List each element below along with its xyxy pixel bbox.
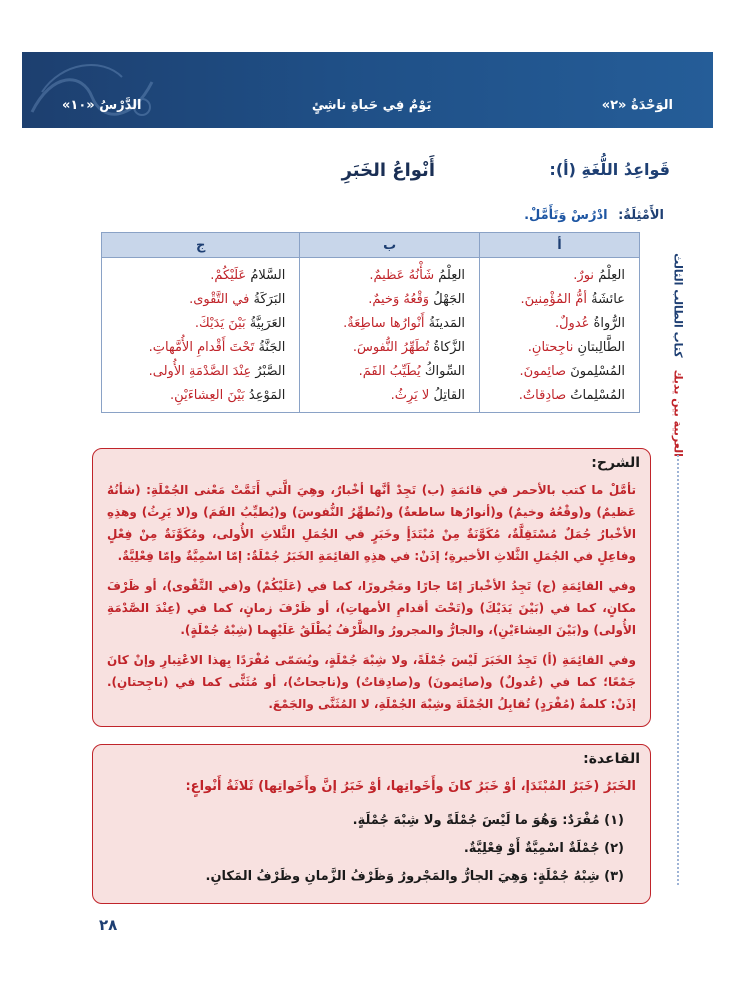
rule-intro: الخَبَرُ (خَبَرُ المُبْتَدَإ، أوْ خَبَرُ كانَ وأَخَواتِها، أوْ خَبَرُ إنَّ وأَخَواتِها) ثَلاثَةُ أَنْواعٍ: — [185, 779, 636, 794]
column-b — [300, 258, 480, 413]
example-row: الطَّالِبتانِ ناجِحتانِ. — [527, 340, 625, 355]
page-number: ٢٨ — [99, 916, 118, 934]
example-row: عائشَةُ أمُّ المُؤْمِنينَ. — [520, 292, 625, 307]
example-row: المَوْعِدُ بَيْنَ العِشاءَيْنِ. — [170, 388, 286, 403]
unit-title: يَوْمٌ فِي حَياةِ ناشِئٍ — [311, 97, 432, 113]
rule-title: القاعدة: — [583, 751, 640, 767]
examples-table — [101, 232, 640, 413]
section-header — [60, 160, 670, 190]
column-header-a: أ — [480, 233, 640, 258]
rule-item: (٢) جُمْلَةٌ اسْمِيَّةٌ أَوْ فِعْلِيَّةٌ. — [463, 841, 624, 856]
rule-item: (١) مُفْرَدٌ: وَهُوَ ما لَيْسَ جُمْلَةً ولا شِبْهَ جُمْلَةٍ. — [352, 813, 624, 828]
example-row: العِلْمُ شَأْنُهُ عَظيمٌ. — [369, 268, 466, 283]
examples-label: الأَمْثِلَةُ: — [618, 208, 664, 223]
side-book-title: العربية بين يديك — [671, 369, 685, 457]
example-row: المَدينَةُ أَنْوارُها ساطِعَةٌ. — [343, 316, 466, 331]
example-row: المُسْلِمونَ صائِمونَ. — [519, 364, 625, 379]
column-header-b: ب — [300, 233, 480, 258]
example-row: العِلْمُ نورٌ. — [573, 268, 625, 283]
side-divider — [677, 455, 679, 885]
example-row: السِّواكُ يُطَيِّبُ الفَمَ. — [358, 364, 466, 379]
lesson-label: الدَّرْسُ «١٠» — [62, 97, 142, 113]
column-header-c: ج — [102, 233, 300, 258]
column-a — [480, 258, 640, 413]
example-row: البَرَكَةُ في التَّقْوى. — [189, 292, 286, 307]
explanation-paragraph: تأمَّلْ ما كتب بالأحمر في قائمَةِ (ب) تَجِدْ أنَّها أخْبارٌ، وهِيَ الَّتي أَتَمَّتْ مَعْنى الجُمْلَةِ: (شأنُهُ عَظيمٌ) و(وقْعُهُ وخيمٌ) و(أنوارُها ساطعةٌ) و(تُطهِّرُ النُّفوسَ) و(يُطيِّبُ الفَمَ) و(لا يَرِثُ) وهذِهِ الأخْبارُ جُمَلٌ مُسْتَقِلَّةٌ، مُكَوَّنَةٌ مِنْ مُبْتَدَأٍ وخَبَرٍ في الجُمَلِ الثَّلاثِ الأُولى، ومُكَوَّنَةٌ مِنْ فِعْلٍ وفاعِلٍ في الجُمَلِ الثَّلاثِ الأخيرةِ؛ إذَنْ: في هذِهِ القائِمَةِ الخَبَرُ جُمْلَةٌ: إمّا اسْمِيَّةٌ وإمّا فِعْلِيَّةٌ. — [107, 483, 636, 563]
page-title: أَنْواعُ الخَبَرِ — [341, 160, 435, 181]
rule-box — [92, 744, 651, 904]
section-label: قَواعِدُ اللُّغَةِ (أ): — [549, 160, 670, 179]
side-tab — [664, 255, 692, 455]
explanation-paragraph: وفي القائِمَةِ (ج) تَجِدُ الأخْبارَ إمّا جارًا ومَجْرورًا، كما في (عَلَيْكُمْ) و(في التَّقْوى)، أو ظَرْفَ مكانٍ، كما في (بَيْنَ يَدَيْكَ) و(تَحْتَ أقدامِ الأمهاتِ)، أو ظَرْفَ زمانٍ، كما في (عِنْدَ الصَّدْمَةِ الأُولى) و(بَيْنَ العِشاءَيْنِ)، والجارُّ والمجرورُ والظَّرْفُ يُطْلَقُ عَلَيْهِما (شِبْهُ جُمْلَةٍ). — [107, 579, 636, 637]
example-row: السَّلامُ عَلَيْكُمْ. — [210, 268, 286, 283]
example-row: الزَّكاةُ تُطَهِّرُ النُّفوسَ. — [352, 340, 466, 355]
side-part-title: كتاب الطالب الثالث — [671, 253, 685, 358]
header-banner — [22, 52, 713, 128]
example-row: العَرَبِيَّةُ بَيْنَ يَدَيْكَ. — [194, 316, 286, 331]
example-row: المُسْلِماتُ صادِقاتٌ. — [518, 388, 625, 403]
column-c — [102, 258, 300, 413]
explanation-paragraph: وفي القائِمَةِ (أ) تَجِدُ الخَبَرَ لَيْسَ جُمْلَةً، ولا شِبْهَ جُمْلَةٍ، ويُسَمّى مُفْرَدًا بِهذا الاعْتِبارِ وإنْ كانَ جَمْعًا؛ كما في (عُدولٌ) و(صائِمونَ) و(صادِقاتٌ) و(ناجحاتٌ)، أو مُثَنًّى كما في (ناجِحتانِ). إذَنْ: كلمةُ (مُفْرَدٍ) تُقابِلُ الجُمْلَةَ وشِبْهَ الجُمْلَةِ، لا المُثَنَّى والجَمْعَ. — [107, 653, 636, 711]
example-row: الجَهْلُ وَقْعُهُ وَخيمٌ. — [368, 292, 466, 307]
examples-heading — [524, 208, 664, 223]
example-row: القاتِلُ لا يَرِثُ. — [390, 388, 466, 403]
explanation-box — [92, 448, 651, 727]
example-row: الرُّواةُ عُدولٌ. — [554, 316, 625, 331]
explanation-title: الشرح: — [591, 455, 640, 471]
example-row: الصَّبْرُ عِنْدَ الصَّدْمَةِ الأُولى. — [148, 364, 286, 379]
examples-hint: ادْرُسْ وَتَأَمَّلْ. — [524, 208, 608, 223]
example-row: الجَنَّةُ تَحْتَ أَقْدامِ الأُمَّهاتِ. — [148, 340, 286, 355]
rule-item: (٣) شِبْهُ جُمْلَةٍ: وَهِيَ الجارُّ والمَجْرورُ وَظَرْفُ الزَّمانِ وظَرْفُ المَكانِ. — [205, 869, 624, 884]
unit-label: الوَحْدَةُ «٢» — [601, 97, 673, 113]
